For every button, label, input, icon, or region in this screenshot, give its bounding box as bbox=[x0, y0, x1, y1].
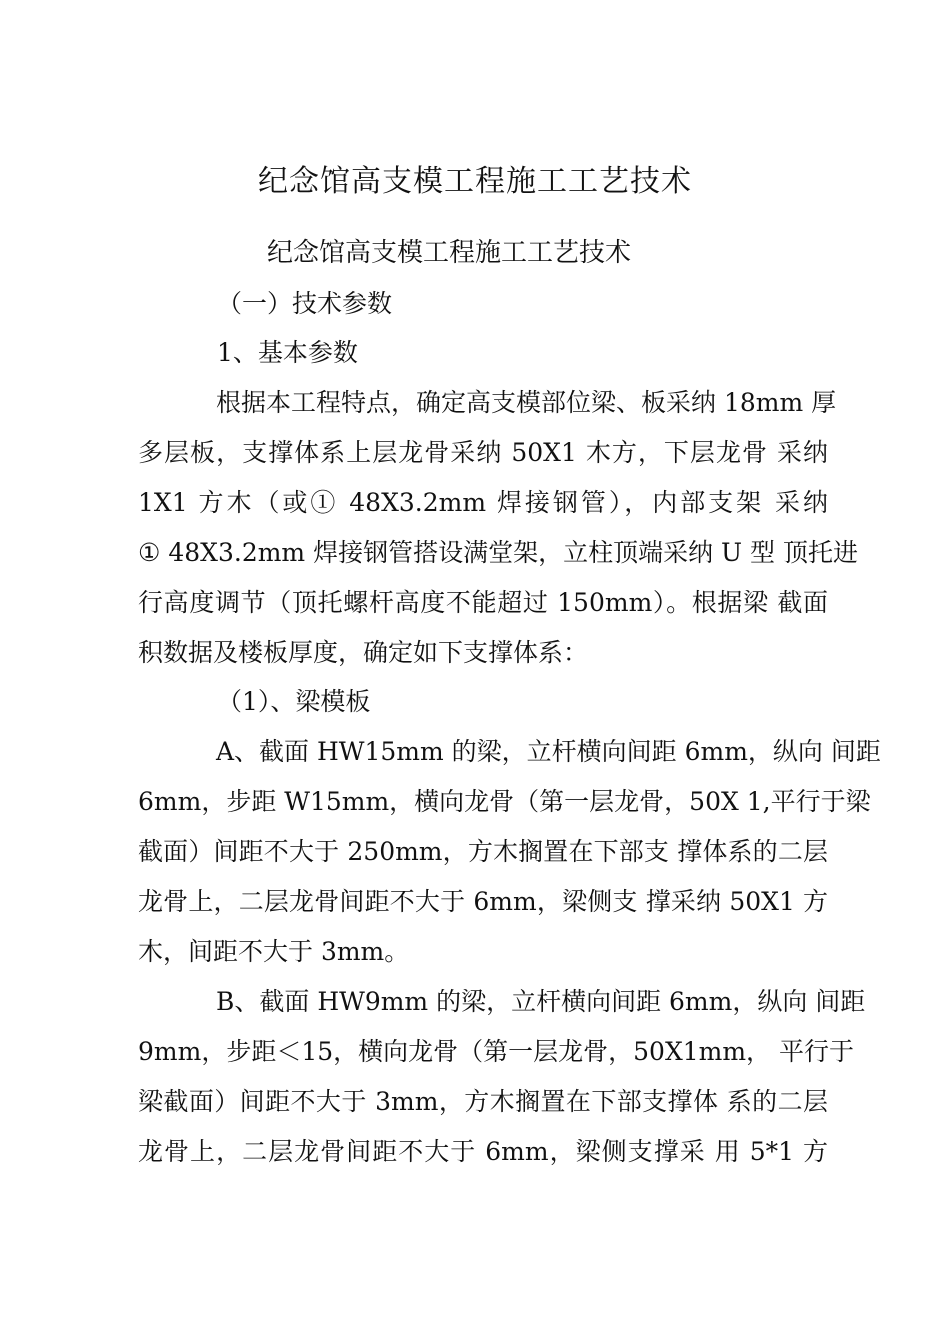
paragraph-beam-a bbox=[138, 735, 881, 985]
paragraph-line: A、截面 HW15mm 的梁，立杆横向间距 6mm，纵向 间距 bbox=[216, 737, 881, 766]
basic-params-heading: 1、基本参数 bbox=[217, 338, 358, 367]
document-subtitle: 纪念馆高支模工程施工工艺技术 bbox=[267, 238, 632, 268]
paragraph-line: 6mm，步距 W15mm，横向龙骨（第一层龙骨，50X 1,平行于梁 bbox=[138, 787, 871, 816]
paragraph-line: 9mm，步距＜15，横向龙骨（第一层龙骨，50X1mm， 平行于 bbox=[138, 1037, 855, 1066]
beam-formwork-heading: （1）、梁模板 bbox=[217, 687, 371, 716]
paragraph-line: ① 48X3.2mm 焊接钢管搭设满堂架，立柱顶端采纳 U 型 顶托进 bbox=[138, 538, 858, 567]
paragraph-beam-b bbox=[138, 985, 866, 1185]
document-title: 纪念馆高支模工程施工工艺技术 bbox=[258, 164, 692, 199]
paragraph-line: 积数据及楼板厚度，确定如下支撑体系： bbox=[138, 638, 589, 667]
paragraph-line: 木，间距不大于 3mm。 bbox=[138, 937, 410, 966]
paragraph-line: 行高度调节（顶托螺杆高度不能超过 150mm）。根据梁 截面 bbox=[138, 588, 828, 617]
paragraph-line: 根据本工程特点，确定高支模部位梁、板采纳 18mm 厚 bbox=[216, 388, 837, 417]
paragraph-line: 截面）间距不大于 250mm，方木搁置在下部支 撑体系的二层 bbox=[138, 837, 828, 866]
section-heading: （一）技术参数 bbox=[217, 289, 393, 318]
paragraph-line: 龙骨上，二层龙骨间距不大于 6mm，梁侧支 撑采纳 50X1 方 bbox=[138, 887, 828, 916]
paragraph-line: 1X1 方木（或① 48X3.2mm 焊接钢管），内部支架 采纳 bbox=[138, 488, 828, 517]
paragraph-line: 梁截面）间距不大于 3mm，方木搁置在下部支撑体 系的二层 bbox=[138, 1087, 828, 1116]
paragraph-basic-params bbox=[138, 386, 858, 686]
paragraph-line: 龙骨上，二层龙骨间距不大于 6mm，梁侧支撑采 用 5*1 方 bbox=[138, 1137, 828, 1166]
paragraph-line: 多层板，支撑体系上层龙骨采纳 50X1 木方，下层龙骨 采纳 bbox=[138, 438, 828, 467]
paragraph-line: B、截面 HW9mm 的梁，立杆横向间距 6mm，纵向 间距 bbox=[216, 987, 866, 1016]
